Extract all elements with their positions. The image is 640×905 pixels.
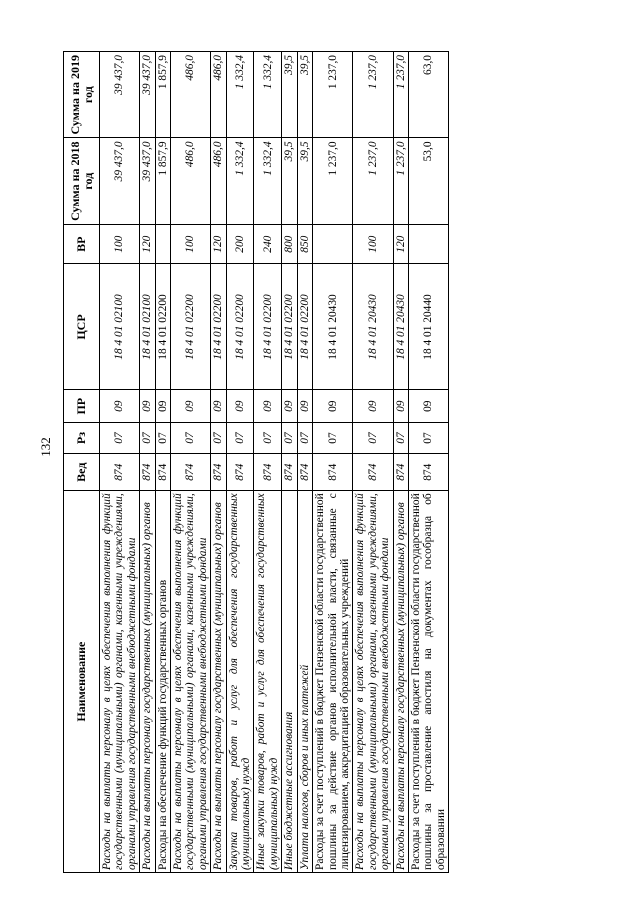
row-name-cell: Расходы на выплаты персоналу государственных (муниципальных) органов — [393, 491, 408, 873]
row-vr-cell — [313, 224, 353, 264]
row-pr-cell: 09 — [211, 390, 226, 422]
row-vr-cell: 850 — [297, 224, 312, 264]
row-sum-2019-cell: 486,0 — [171, 52, 211, 138]
row-sum-2019-cell: 39 437,0 — [140, 52, 155, 138]
row-pr-cell: 09 — [408, 390, 448, 422]
row-pr-cell: 09 — [282, 390, 297, 422]
row-sum-2018-cell: 1 237,0 — [313, 138, 353, 224]
row-csr-cell: 18 4 01 20430 — [313, 264, 353, 390]
header-ved: Вед — [64, 454, 100, 491]
table-row — [297, 52, 312, 873]
row-name-cell: Расходы на выплаты персоналу в целях обеспечения выполнения функций государственными (муниципальными) органами, казенными учреждениями, органами управления государственными внебюджетными фондами — [353, 491, 393, 873]
table-row — [211, 52, 226, 873]
row-pr-cell: 09 — [353, 390, 393, 422]
page-number: 132 — [38, 437, 53, 457]
row-sum-2019-cell: 1 857,9 — [155, 52, 170, 138]
row-sum-2018-cell: 486,0 — [171, 138, 211, 224]
row-csr-cell: 18 4 01 02200 — [155, 264, 170, 390]
row-rz-cell: 07 — [254, 422, 282, 453]
row-ved-cell: 874 — [353, 454, 393, 491]
row-name-cell: Расходы на выплаты персоналу в целях обеспечения выполнения функций государственными (муниципальными) органами, казенными учреждениями, органами управления государственными внебюджетными фондами — [171, 491, 211, 873]
row-pr-cell: 09 — [171, 390, 211, 422]
row-name-cell: Расходы за счет поступлений в бюджет Пензенской области государственной пошлины за проставление апостиля на документах гособразца об образовании — [408, 491, 448, 873]
table-row — [100, 52, 140, 873]
row-rz-cell: 07 — [282, 422, 297, 453]
row-ved-cell: 874 — [171, 454, 211, 491]
row-rz-cell: 07 — [211, 422, 226, 453]
row-csr-cell: 18 4 01 02100 — [100, 264, 140, 390]
table-row — [313, 52, 353, 873]
row-rz-cell: 07 — [171, 422, 211, 453]
row-vr-cell: 120 — [140, 224, 155, 264]
header-name: Наименование — [64, 491, 100, 873]
row-ved-cell: 874 — [226, 454, 254, 491]
row-pr-cell: 09 — [140, 390, 155, 422]
table-row — [226, 52, 254, 873]
row-sum-2019-cell: 1 332,4 — [226, 52, 254, 138]
row-csr-cell: 18 4 01 20430 — [393, 264, 408, 390]
row-sum-2018-cell: 1 237,0 — [353, 138, 393, 224]
row-rz-cell: 07 — [313, 422, 353, 453]
row-vr-cell: 800 — [282, 224, 297, 264]
row-vr-cell: 100 — [353, 224, 393, 264]
row-sum-2019-cell: 39,5 — [282, 52, 297, 138]
row-rz-cell: 07 — [155, 422, 170, 453]
row-csr-cell: 18 4 01 02200 — [226, 264, 254, 390]
row-csr-cell: 18 4 01 02200 — [211, 264, 226, 390]
row-name-cell: Закупка товаров, работ и услуг для обеспечения государственных (муниципальных) нужд — [226, 491, 254, 873]
row-ved-cell: 874 — [140, 454, 155, 491]
row-sum-2018-cell: 39 437,0 — [100, 138, 140, 224]
table-row — [171, 52, 211, 873]
table-row — [353, 52, 393, 873]
row-csr-cell: 18 4 01 02200 — [171, 264, 211, 390]
row-vr-cell: 120 — [211, 224, 226, 264]
row-pr-cell: 09 — [297, 390, 312, 422]
row-ved-cell: 874 — [211, 454, 226, 491]
row-sum-2018-cell: 39 437,0 — [140, 138, 155, 224]
row-csr-cell: 18 4 01 02200 — [254, 264, 282, 390]
row-sum-2018-cell: 1 857,9 — [155, 138, 170, 224]
table-row — [408, 52, 448, 873]
row-pr-cell: 09 — [313, 390, 353, 422]
row-sum-2018-cell: 53,0 — [408, 138, 448, 224]
row-rz-cell: 07 — [353, 422, 393, 453]
row-pr-cell: 09 — [254, 390, 282, 422]
header-rz: Рз — [64, 422, 100, 453]
row-vr-cell — [155, 224, 170, 264]
row-name-cell: Иные бюджетные ассигнования — [282, 491, 297, 873]
row-pr-cell: 09 — [226, 390, 254, 422]
row-csr-cell: 18 4 01 02100 — [140, 264, 155, 390]
row-pr-cell: 09 — [155, 390, 170, 422]
header-pr: ПР — [64, 390, 100, 422]
table-header-row — [64, 52, 100, 873]
row-rz-cell: 07 — [140, 422, 155, 453]
row-vr-cell: 100 — [171, 224, 211, 264]
row-rz-cell: 07 — [393, 422, 408, 453]
row-vr-cell: 200 — [226, 224, 254, 264]
budget-table — [63, 51, 449, 873]
row-vr-cell — [408, 224, 448, 264]
row-name-cell: Расходы на выплаты персоналу в целях обеспечения выполнения функций государственными (муниципальными) органами, казенными учреждениями, органами управления государственными внебюджетными фондами — [100, 491, 140, 873]
row-ved-cell: 874 — [282, 454, 297, 491]
row-ved-cell: 874 — [393, 454, 408, 491]
row-name-cell: Расходы за счет поступлений в бюджет Пензенской области государственной пошлины за действие органов исполнительной власти, связанные с лицензированием, аккредитацией образовательных учреждений — [313, 491, 353, 873]
row-ved-cell: 874 — [408, 454, 448, 491]
row-rz-cell: 07 — [100, 422, 140, 453]
row-name-cell: Расходы на обеспечение функций государственных органов — [155, 491, 170, 873]
row-csr-cell: 18 4 01 20440 — [408, 264, 448, 390]
row-rz-cell: 07 — [408, 422, 448, 453]
header-csr: ЦСР — [64, 264, 100, 390]
row-name-cell: Расходы на выплаты персоналу государственных (муниципальных) органов — [140, 491, 155, 873]
row-sum-2019-cell: 39,5 — [297, 52, 312, 138]
table-row — [282, 52, 297, 873]
row-vr-cell: 240 — [254, 224, 282, 264]
row-sum-2019-cell: 63,0 — [408, 52, 448, 138]
row-rz-cell: 07 — [297, 422, 312, 453]
row-sum-2018-cell: 39,5 — [282, 138, 297, 224]
row-ved-cell: 874 — [254, 454, 282, 491]
row-sum-2018-cell: 1 237,0 — [393, 138, 408, 224]
row-sum-2019-cell: 1 237,0 — [353, 52, 393, 138]
table-row — [254, 52, 282, 873]
row-vr-cell: 120 — [393, 224, 408, 264]
table-row — [155, 52, 170, 873]
row-csr-cell: 18 4 01 02200 — [297, 264, 312, 390]
row-sum-2018-cell: 486,0 — [211, 138, 226, 224]
row-sum-2019-cell: 39 437,0 — [100, 52, 140, 138]
row-sum-2018-cell: 1 332,4 — [254, 138, 282, 224]
table-row — [393, 52, 408, 873]
row-rz-cell: 07 — [226, 422, 254, 453]
row-ved-cell: 874 — [100, 454, 140, 491]
row-csr-cell: 18 4 01 02200 — [282, 264, 297, 390]
row-vr-cell: 100 — [100, 224, 140, 264]
row-name-cell: Расходы на выплаты персоналу государственных (муниципальных) органов — [211, 491, 226, 873]
row-sum-2019-cell: 486,0 — [211, 52, 226, 138]
row-sum-2019-cell: 1 237,0 — [313, 52, 353, 138]
row-name-cell: Иные закупки товаров, работ и услуг для обеспечения государственных (муниципальных) нужд — [254, 491, 282, 873]
header-sum-2018: Сумма на 2018 год — [64, 138, 100, 224]
row-pr-cell: 09 — [393, 390, 408, 422]
row-sum-2019-cell: 1 237,0 — [393, 52, 408, 138]
row-name-cell: Уплата налогов, сборов и иных платежей — [297, 491, 312, 873]
row-csr-cell: 18 4 01 20430 — [353, 264, 393, 390]
rotated-table-container — [63, 51, 573, 873]
row-sum-2018-cell: 39,5 — [297, 138, 312, 224]
row-sum-2019-cell: 1 332,4 — [254, 52, 282, 138]
row-ved-cell: 874 — [297, 454, 312, 491]
header-sum-2019: Сумма на 2019 год — [64, 52, 100, 138]
row-pr-cell: 09 — [100, 390, 140, 422]
table-row — [140, 52, 155, 873]
row-ved-cell: 874 — [155, 454, 170, 491]
row-ved-cell: 874 — [313, 454, 353, 491]
header-vr: ВР — [64, 224, 100, 264]
row-sum-2018-cell: 1 332,4 — [226, 138, 254, 224]
